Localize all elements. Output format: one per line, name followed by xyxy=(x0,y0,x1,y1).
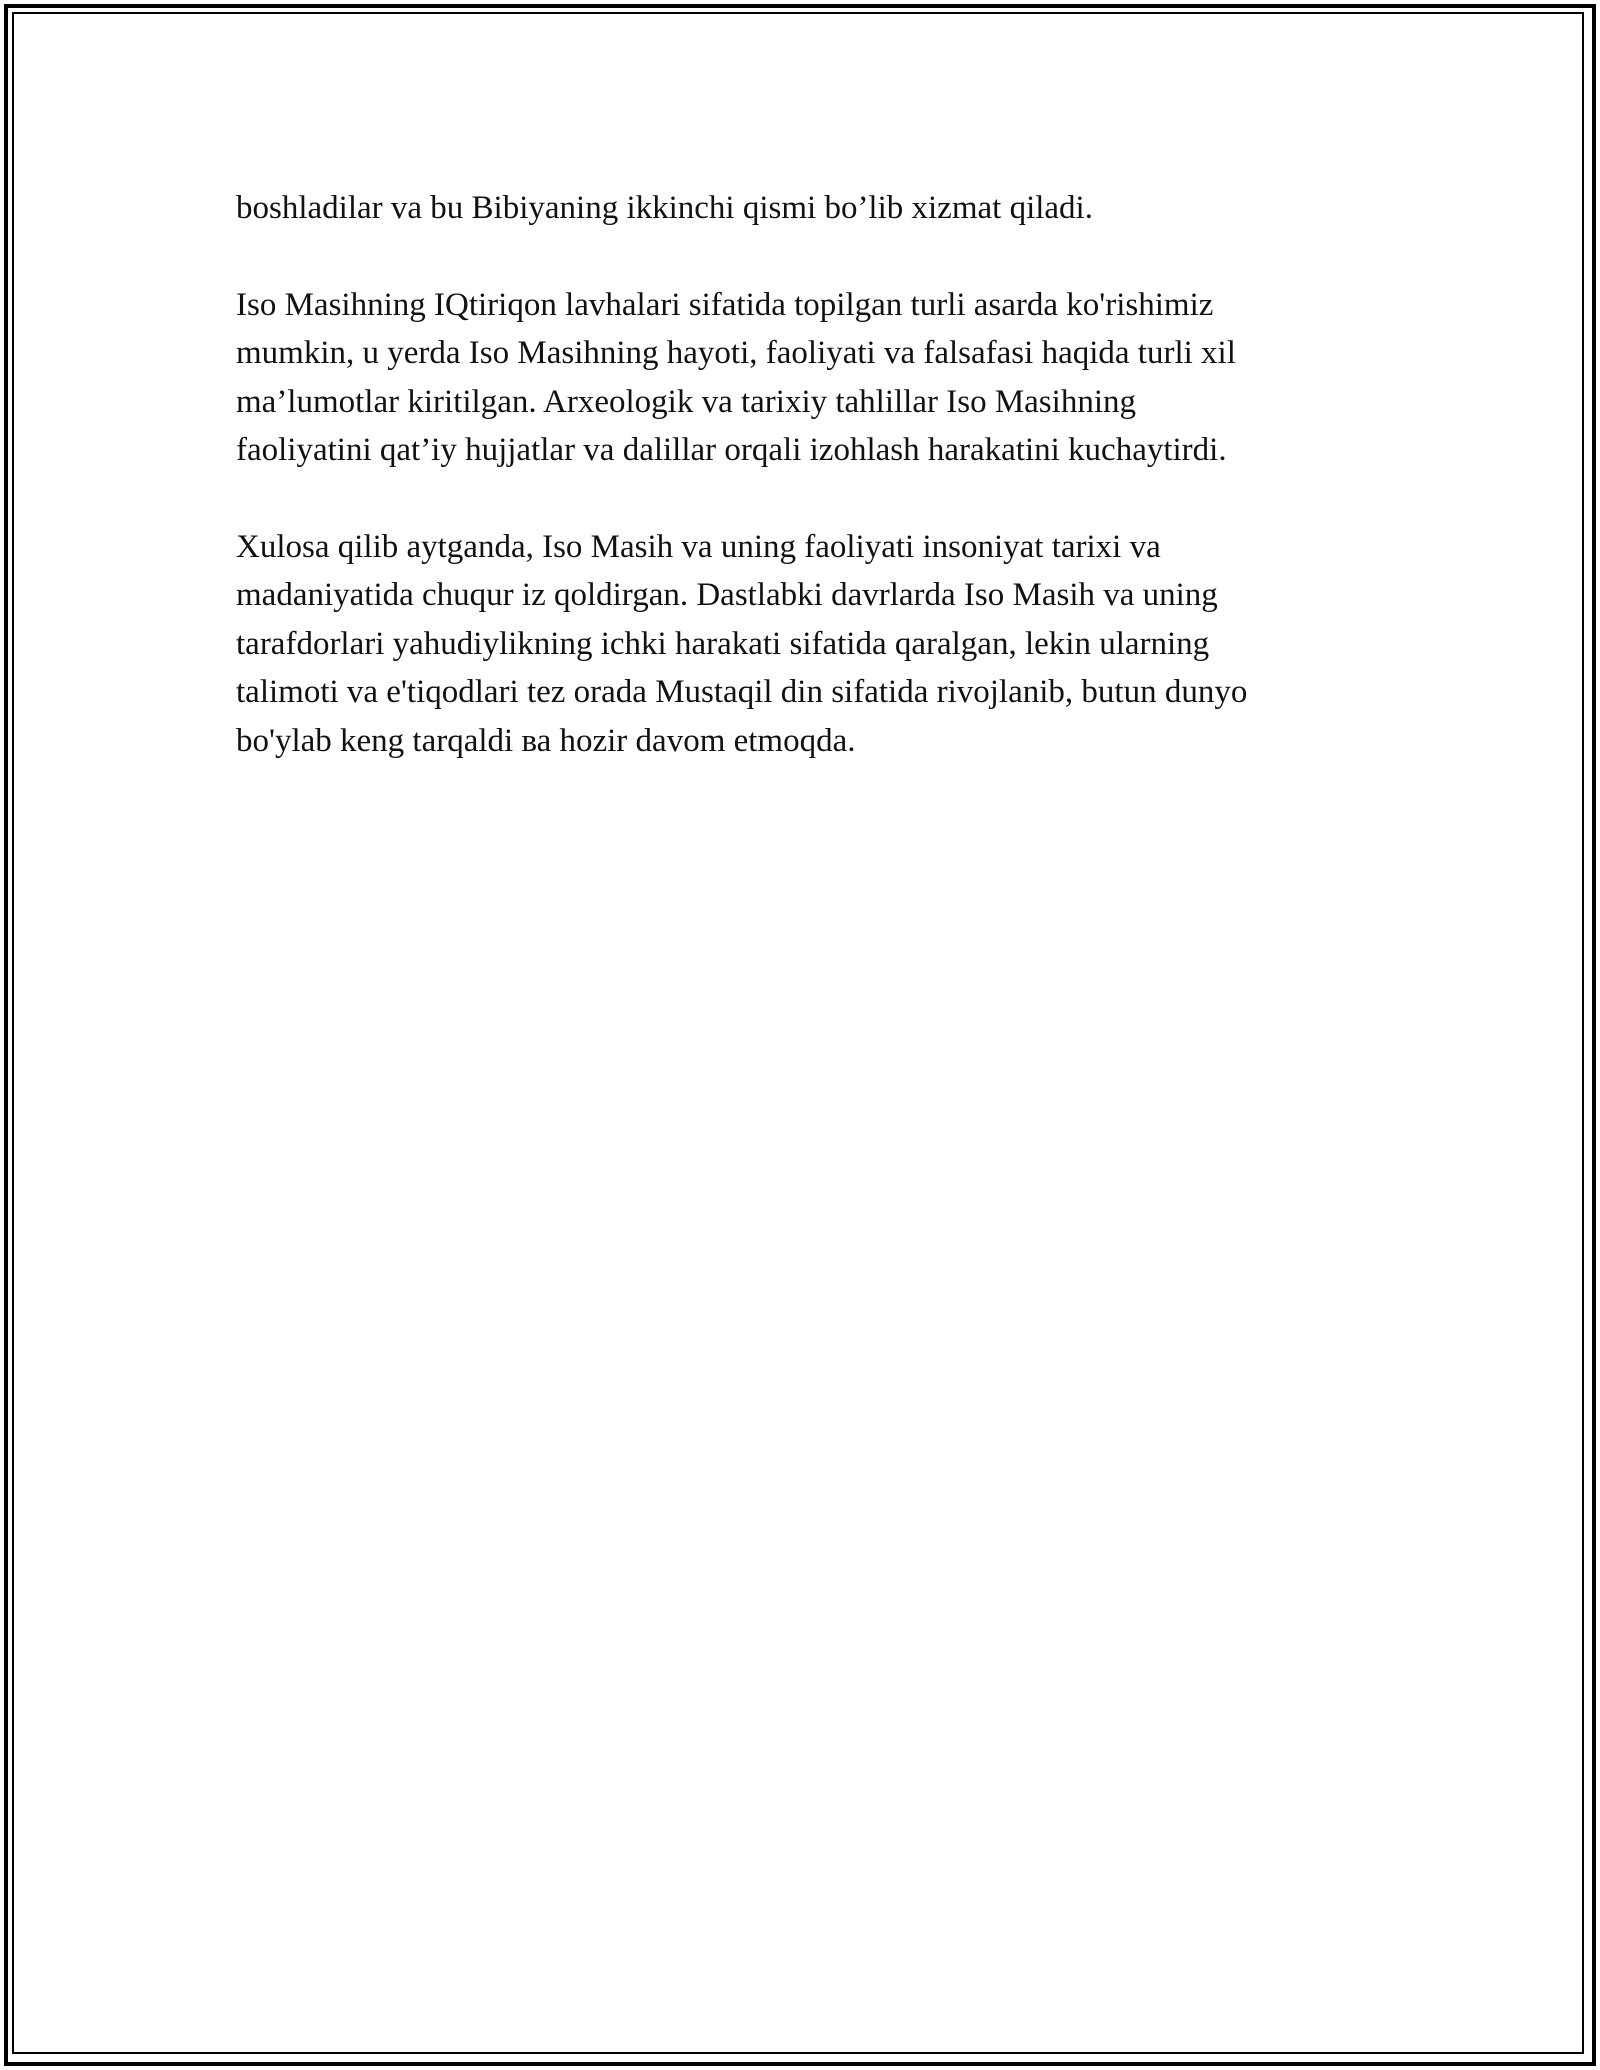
document-body xyxy=(236,184,1376,765)
paragraph-2 xyxy=(236,281,1376,475)
text-line: faoliyatini qat’iy hujjatlar va dalillar orqali izohlash harakatini kuchaytirdi. xyxy=(236,432,1227,468)
text-line: ma’lumotlar kiritilgan. Arxeologik va tarixiy tahlillar Iso Masihning xyxy=(236,383,1136,420)
text-line: tarafdorlari yahudiylikning ichki harakati sifatida qaralgan, lekin ularning xyxy=(236,625,1210,662)
paragraph-1 xyxy=(236,184,1376,233)
text-line: boshladilar va bu Bibiyaning ikkinchi qismi bo’lib xizmat qiladi. xyxy=(236,190,1093,226)
text-line: madaniyatida chuqur iz qoldirgan. Dastlabki davrlarda Iso Masih va uning xyxy=(236,577,1218,613)
text-line: Xulosa qilib aytganda, Iso Masih va uning faoliyati insoniyat tarixi va xyxy=(236,528,1161,565)
text-line: mumkin, u yerda Iso Masihning hayoti, faoliyati va falsafasi haqida turli xil xyxy=(236,335,1236,371)
text-line: talimoti va e'tiqodlari tez orada Mustaqil din sifatida rivojlanib, butun dunyo xyxy=(236,674,1248,710)
text-line: Iso Masihning IQtiriqon lavhalari sifatida topilgan turli asarda ko'rishimiz xyxy=(236,286,1214,323)
paragraph-3 xyxy=(236,523,1376,766)
text-line: bo'ylab keng tarqaldi ва hozir davom etmoqda. xyxy=(236,722,856,759)
